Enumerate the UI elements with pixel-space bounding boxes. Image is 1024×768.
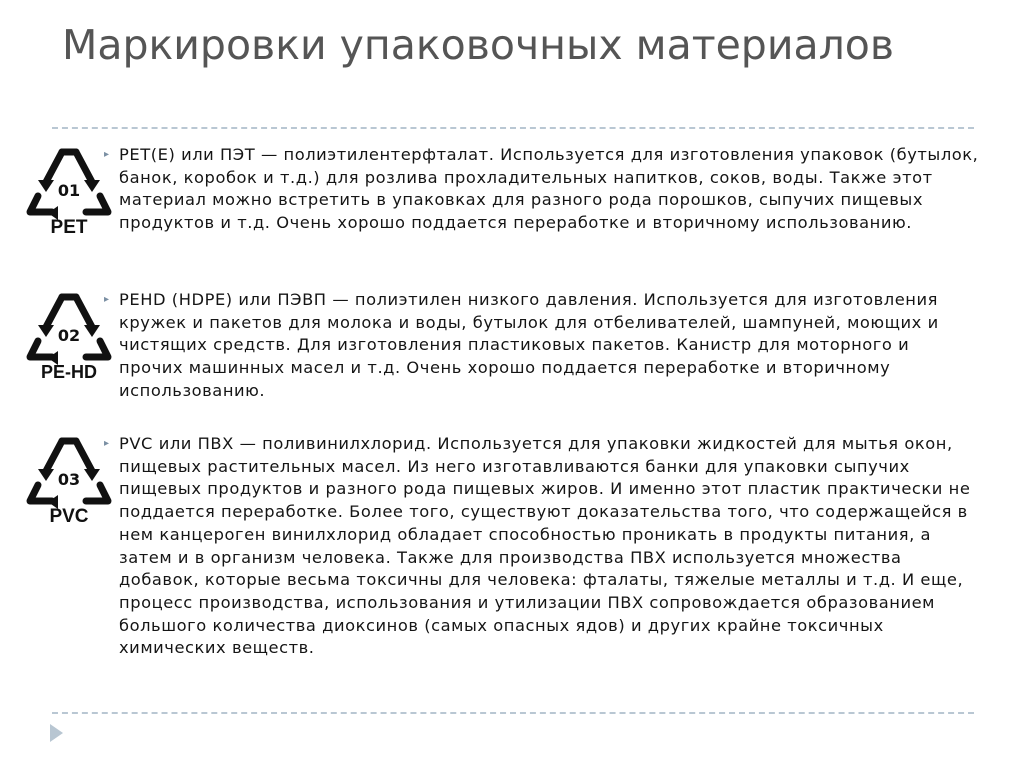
symbol-number: 01 <box>57 181 81 200</box>
symbol-number: 02 <box>57 326 81 345</box>
bullet-icon: ▸ <box>104 149 110 160</box>
bullet-icon: ▸ <box>104 294 110 305</box>
item-description: PVC или ПВХ — поливинилхлорид. Используется для упаковки жидкостей для мытья окон, пищевых растительных масел. Из него изготавливаются банки для упаковки сыпучих пищевых продуктов и разного рода пищевых жиров. И именно этот пластик практически не поддается переработке. Более того, существуют доказательства того, что содержащейся в нем канцероген винилхлорид обладает способностью проникать в продукты питания, а затем и в организм человека. Также для производства ПВХ используется множества добавок, которые весьма токсичны для человека: фталаты, тяжелые металлы и т.д. И еще, процесс производства, использования и утилизации ПВХ сопровождается образованием большого количества диоксинов (самых опасных ядов) и других крайне токсичных химических веществ. <box>119 434 971 658</box>
symbol-label: PET <box>50 217 88 238</box>
symbol-label: PE-HD <box>40 362 98 382</box>
title-divider <box>52 127 974 129</box>
recycle-triangle-icon <box>24 144 114 239</box>
next-slide-arrow-icon[interactable] <box>50 724 63 742</box>
item-description: PEHD (HDPE) или ПЭВП — полиэтилен низкого давления. Используется для изготовления кружек и пакетов для молока и воды, бутылок для отбеливателей, шампуней, моющих и чистящих средств. Для изготовления пластиковых пакетов. Канистр для моторного и прочих машинных масел и т.д. Очень хорошо поддается переработке и вторичному использованию. <box>119 290 939 400</box>
slide-title: Маркировки упаковочных материалов <box>62 21 895 69</box>
recycle-triangle-icon <box>24 433 114 528</box>
recycle-triangle-icon <box>24 289 114 384</box>
symbol-label: PVC <box>49 506 89 527</box>
footer-divider <box>52 712 974 714</box>
item-description: PET(E) или ПЭТ — полиэтилентерфталат. Используется для изготовления упаковок (бутылок, банок, коробок и т.д.) для розлива прохладительных напитков, соков, воды. Также этот материал можно встретить в упаковках для разного рода порошков, сыпучих пищевых продуктов и т.д. Очень хорошо поддается переработке и вторичному использованию. <box>119 145 979 233</box>
bullet-icon: ▸ <box>104 438 110 449</box>
symbol-number: 03 <box>57 470 81 489</box>
